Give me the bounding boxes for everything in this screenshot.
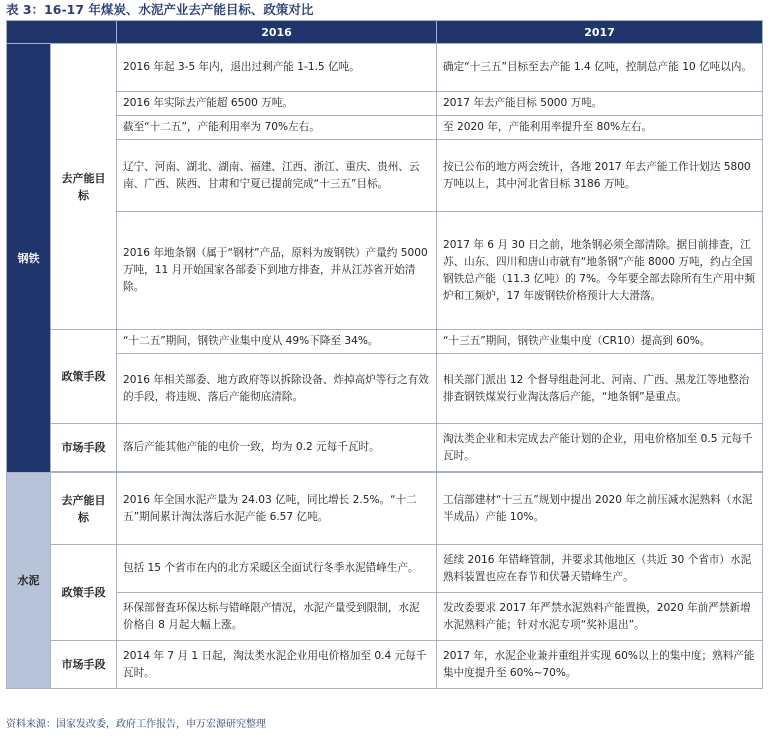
cell-2016: 2016 年实际去产能超 6500 万吨。	[117, 92, 437, 116]
table-row	[7, 140, 763, 212]
table-row	[7, 593, 763, 641]
cell-2016: 2016 年相关部委、地方政府等以拆除设备、炸掉高炉等行之有效的手段，将违规、落后产能彻底清除。	[117, 354, 437, 424]
cell-2016: 辽宁、河南、湖北、湖南、福建、江西、浙江、重庆、贵州、云南、广西、陕西、甘肃和宁夏已提前完成“十三五”目标。	[117, 140, 437, 212]
table-row	[7, 330, 763, 354]
header-2017: 2017	[437, 21, 763, 44]
table-row	[7, 354, 763, 424]
table-row	[7, 44, 763, 92]
cell-2017: 2017 年，水泥企业兼并重组并实现 60%以上的集中度；熟料产能集中度提升至 60%~70%。	[437, 641, 763, 689]
cell-2017: 2017 年 6 月 30 日之前，地条钢必须全部清除。据目前排查，江苏、山东、四川和唐山市就有“地条钢”产能 8000 万吨，约占全国钢铁总产能（11.3 亿吨）的 7%。今年要全部去除所有生产用中频炉和工频炉，17 年废钢铁价格预计大大滑落。	[437, 212, 763, 330]
cell-2016: 2016 年全国水泥产量为 24.03 亿吨，同比增长 2.5%。“十二五”期间累计淘汰落后水泥产能 6.57 亿吨。	[117, 473, 437, 545]
cell-2017: 工信部建材“十三五”规划中提出 2020 年之前压减水泥熟料（水泥半成品）产能 10%。	[437, 473, 763, 545]
policy-comparison-table	[6, 20, 763, 689]
table-row	[7, 545, 763, 593]
cell-2017: 相关部门派出 12 个督导组赴河北、河南、广西、黑龙江等地整治排查钢铁煤炭行业淘汰落后产能，“地条钢”是重点。	[437, 354, 763, 424]
cell-2016: 2016 年起 3-5 年内，退出过剩产能 1-1.5 亿吨。	[117, 44, 437, 92]
cell-2016: “十二五”期间，钢铁产业集中度从 49%下降至 34%。	[117, 330, 437, 354]
category-steel-policy: 政策手段	[51, 330, 117, 424]
cell-2016: 包括 15 个省市在内的北方采暖区全面试行冬季水泥错峰生产。	[117, 545, 437, 593]
cell-2017: “十三五”期间，钢铁产业集中度（CR10）提高到 60%。	[437, 330, 763, 354]
cell-2016: 2014 年 7 月 1 日起，淘汰类水泥企业用电价格加至 0.4 元每千瓦时。	[117, 641, 437, 689]
header-corner	[7, 21, 117, 44]
source-note: 资料来源：国家发改委，政府工作报告，申万宏源研究整理	[6, 719, 266, 730]
table-title: 表 3：16-17 年煤炭、水泥产业去产能目标、政策对比	[6, 2, 314, 17]
cell-2017: 淘汰类企业和未完成去产能计划的企业，用电价格加至 0.5 元每千瓦时。	[437, 424, 763, 472]
cell-2016: 落后产能其他产能的电价一致，均为 0.2 元每千瓦时。	[117, 424, 437, 472]
category-cement-market: 市场手段	[51, 641, 117, 689]
cell-2017: 2017 年去产能目标 5000 万吨。	[437, 92, 763, 116]
table-row	[7, 473, 763, 545]
cell-2017: 按已公布的地方两会统计，各地 2017 年去产能工作计划达 5800 万吨以上，其中河北省目标 3186 万吨。	[437, 140, 763, 212]
cell-2017: 至 2020 年，产能利用率提升至 80%左右。	[437, 116, 763, 140]
category-steel-market: 市场手段	[51, 424, 117, 472]
category-cement-target: 去产能目标	[51, 473, 117, 545]
category-cement-policy: 政策手段	[51, 545, 117, 641]
table-row	[7, 116, 763, 140]
cell-2016: 截至“十二五”，产能利用率为 70%左右。	[117, 116, 437, 140]
category-steel-target: 去产能目标	[51, 44, 117, 330]
cell-2017: 延续 2016 年错峰管制，并要求其他地区（共近 30 个省市）水泥熟料装置也应在春节和伏暑天错峰生产。	[437, 545, 763, 593]
table-row	[7, 92, 763, 116]
table-row	[7, 424, 763, 472]
table-row	[7, 212, 763, 330]
cell-2017: 发改委要求 2017 年严禁水泥熟料产能置换，2020 年前严禁新增水泥熟料产能；针对水泥专项“奖补退出”。	[437, 593, 763, 641]
table-row	[7, 641, 763, 689]
cell-2017: 确定“十三五”目标至去产能 1.4 亿吨，控制总产能 10 亿吨以内。	[437, 44, 763, 92]
cell-2016: 2016 年地条钢（属于“钢材”产品，原料为废钢铁）产量约 5000 万吨，11 月开始国家各部委下到地方排查，并从江苏省开始清除。	[117, 212, 437, 330]
header-row	[7, 21, 763, 44]
industry-steel: 钢铁	[7, 44, 51, 473]
cell-2016: 环保部督查环保达标与错峰限产情况，水泥产量受到限制，水泥价格自 8 月起大幅上涨。	[117, 593, 437, 641]
industry-cement: 水泥	[7, 473, 51, 689]
header-2016: 2016	[117, 21, 437, 44]
